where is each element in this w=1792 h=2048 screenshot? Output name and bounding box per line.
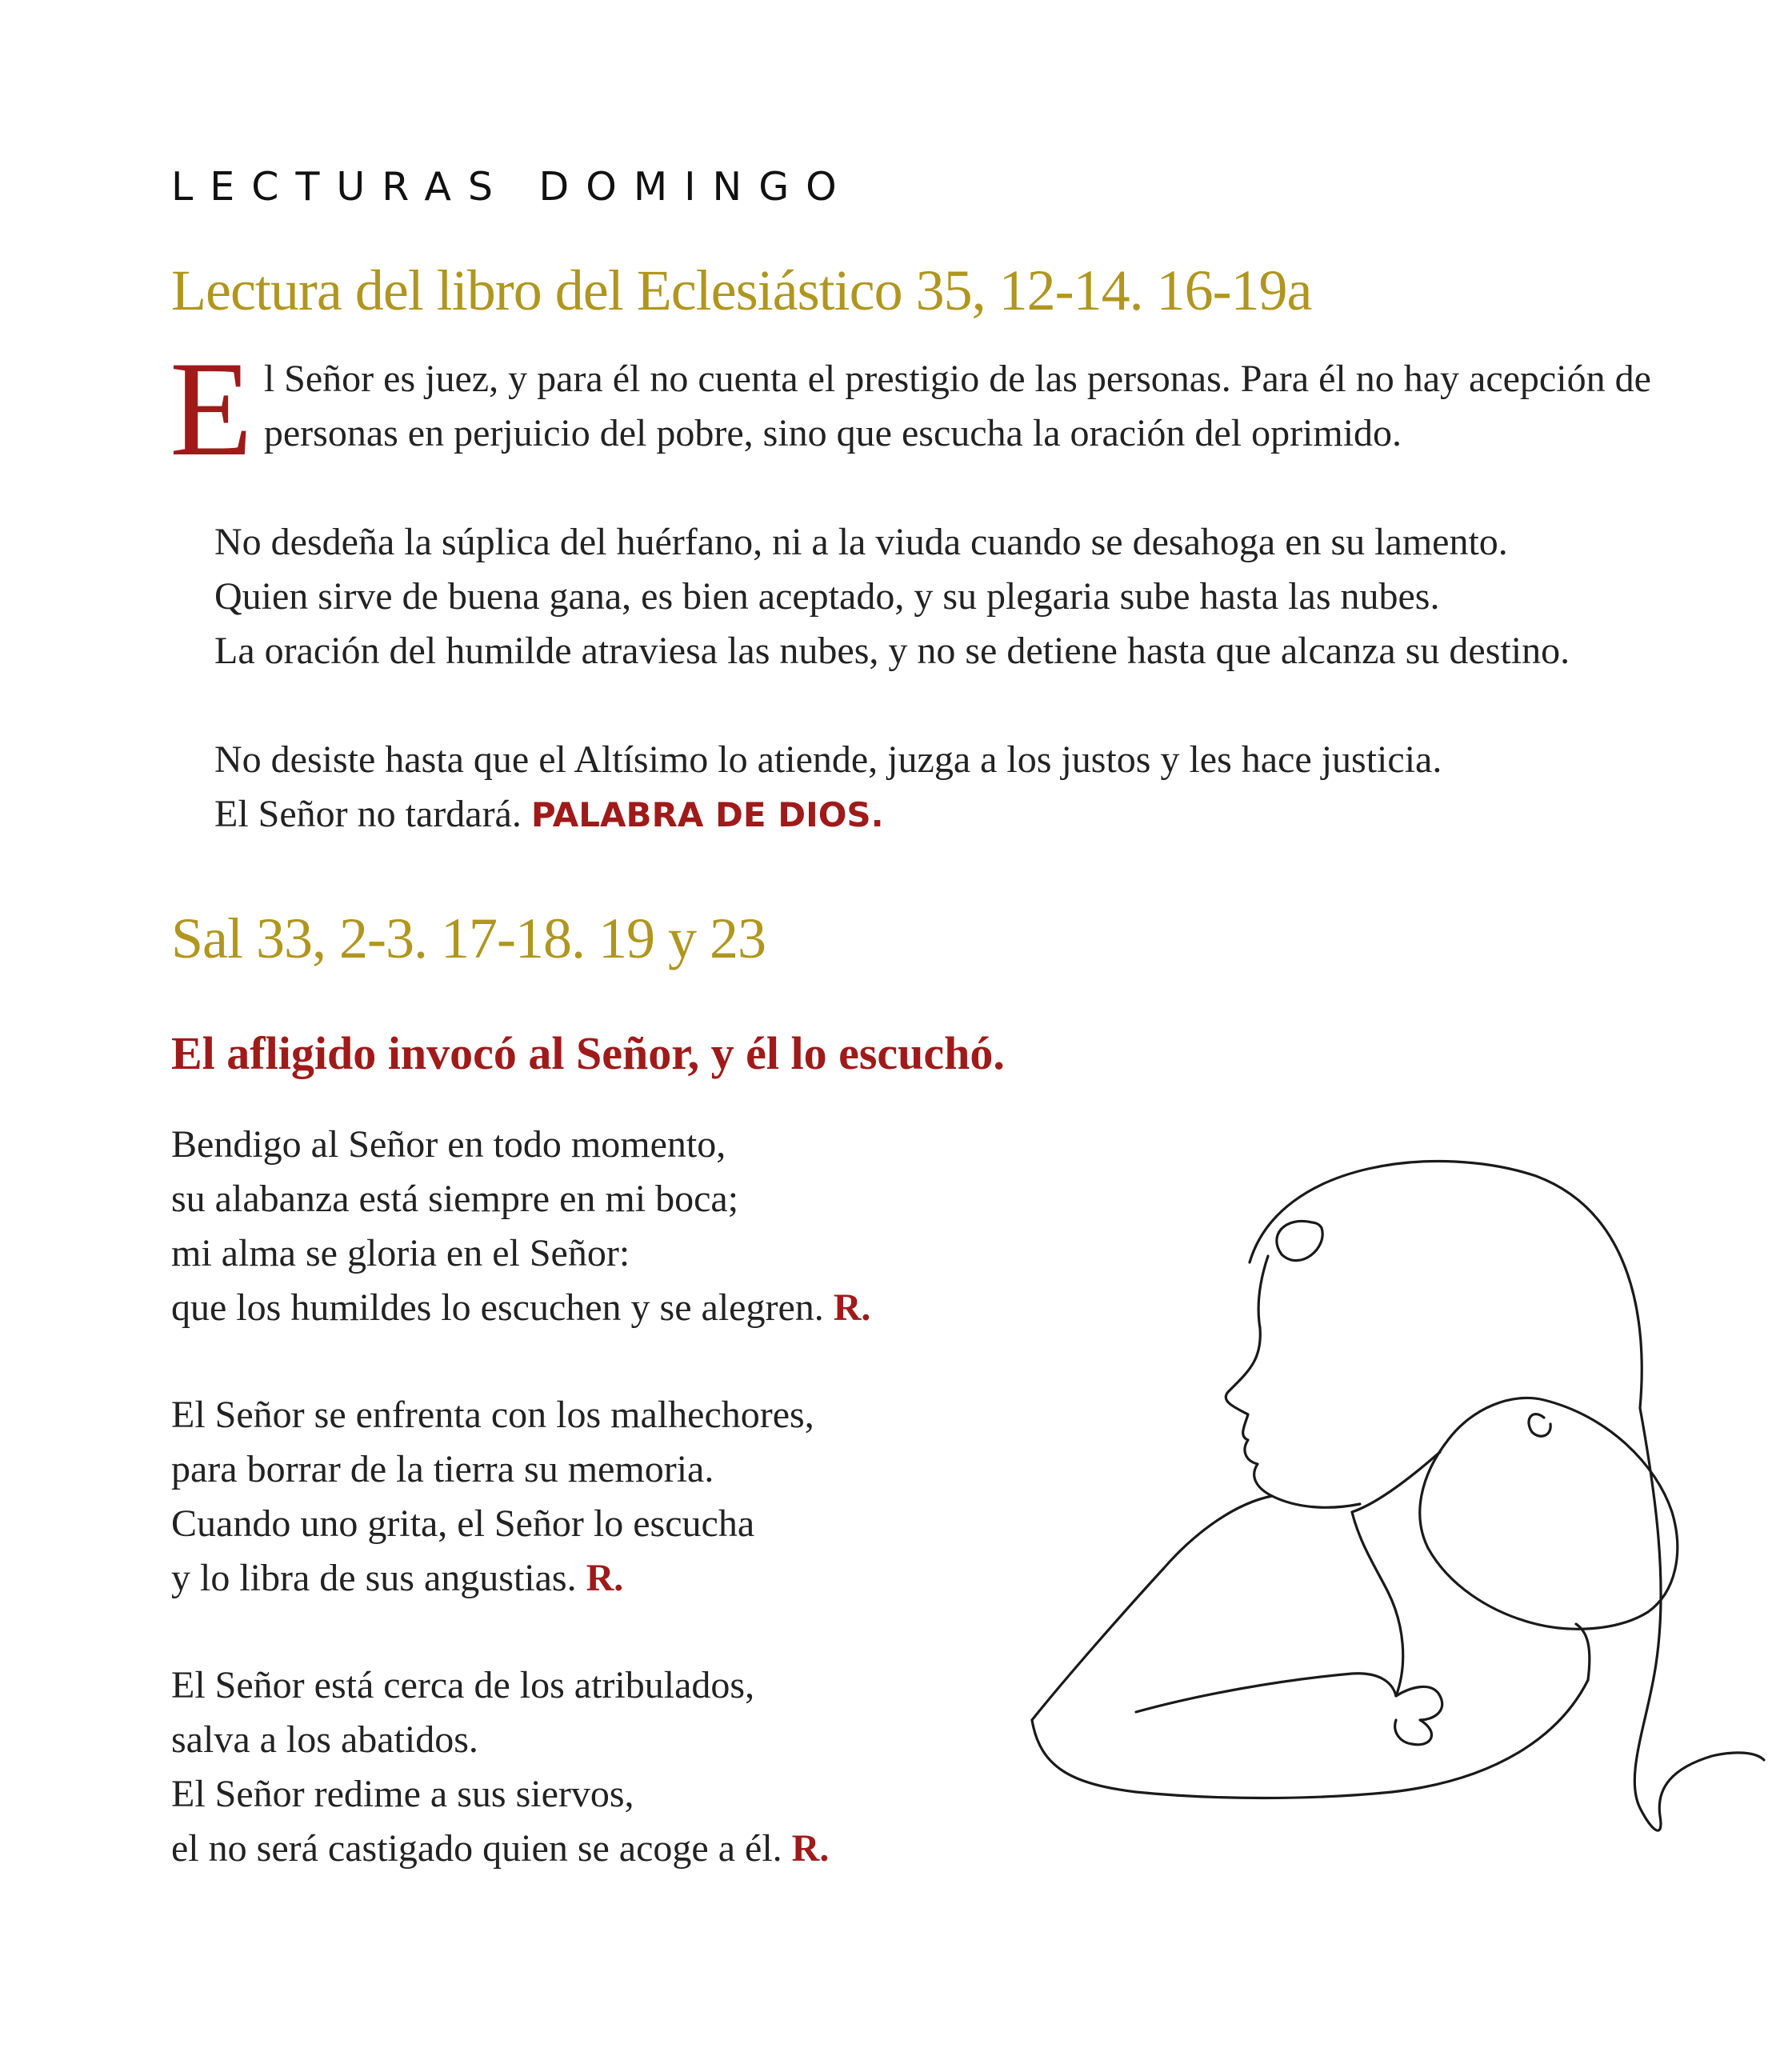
mother-hair-curl — [1277, 1221, 1322, 1260]
mother-face-profile — [1226, 1328, 1360, 1507]
mother-hair-outline — [1250, 1161, 1642, 1408]
stanza-line: El Señor está cerca de los atribulados, — [171, 1664, 755, 1706]
reading-title: Lectura del libro del Eclesiástico 35, 12-14. 16-19a — [171, 258, 1312, 322]
psalm-response: El afligido invocó al Señor, y él lo escuchó. — [171, 1027, 1005, 1079]
section-header: LECTURAS DOMINGO — [171, 164, 854, 210]
reading-paragraph: No desdeña la súplica del huérfano, ni a la viuda cuando se desahoga en su lamento. — [214, 521, 1508, 563]
reading-first-paragraph-text: l Señor es juez, y para él no cuenta el prestigio de las personas. Para él no hay acepción de personas en perjuicio del pobre, sino que escucha la oración del oprimido. — [263, 358, 1651, 454]
stanza-line: Bendigo al Señor en todo momento, — [171, 1123, 726, 1166]
stanza-line: salva a los abatidos. — [171, 1718, 478, 1761]
child-body — [1352, 1452, 1440, 1696]
mother-hair-strand — [1258, 1256, 1268, 1328]
stanza-line-last — [171, 1551, 1131, 1606]
refrain-marker: R. — [791, 1827, 830, 1870]
reading-paragraph: La oración del humilde atraviesa las nubes, y no se detiene hasta que alcanza su destino. — [214, 630, 1570, 672]
stanza-line: su alabanza está siempre en mi boca; — [171, 1178, 739, 1220]
stanza-line-text: el no será castigado quien se acoge a él. — [171, 1827, 782, 1870]
reading-paragraph-last — [171, 787, 1659, 842]
child-ear — [1529, 1414, 1550, 1437]
psalm-stanza — [171, 1118, 1131, 1335]
psalm-stanza — [171, 1388, 1131, 1606]
stanza-line: Cuando uno grita, el Señor lo escucha — [171, 1502, 755, 1545]
psalm-stanza — [171, 1658, 1131, 1876]
stanza-line: El Señor redime a sus siervos, — [171, 1773, 634, 1815]
drop-cap: E — [170, 334, 253, 484]
stanza-line-last — [171, 1281, 1131, 1335]
mother-and-child-illustration — [1016, 1152, 1768, 1872]
mother-back — [1634, 1408, 1764, 1830]
reading-first-paragraph — [170, 334, 1659, 484]
reading-paragraph: No desiste hasta que el Altísimo lo atiende, juzga a los justos y les hace justicia. — [214, 738, 1442, 781]
mother-hand — [1576, 1624, 1590, 1680]
refrain-marker: R. — [586, 1557, 624, 1599]
word-of-god-label: PALABRA DE DIOS. — [530, 795, 884, 834]
mother-shoulder — [1032, 1496, 1272, 1720]
psalm-title: Sal 33, 2-3. 17-18. 19 y 23 — [171, 906, 766, 970]
reading-paragraph-text: El Señor no tardará. — [214, 793, 522, 835]
reading-paragraph: Quien sirve de buena gana, es bien aceptado, y su plegaria sube hasta las nubes. — [214, 575, 1440, 618]
child-arm-line — [1136, 1674, 1396, 1712]
stanza-line: mi alma se gloria en el Señor: — [171, 1232, 630, 1274]
mother-arm — [1032, 1680, 1588, 1798]
stanza-line: El Señor se enfrenta con los malhechores, — [171, 1394, 814, 1436]
stanza-line-text: y lo libra de sus angustias. — [171, 1557, 577, 1599]
child-hand — [1395, 1686, 1442, 1744]
refrain-marker: R. — [833, 1286, 871, 1329]
stanza-line-text: que los humildes lo escuchen y se alegren. — [171, 1286, 824, 1329]
stanza-line-last — [171, 1822, 1131, 1876]
stanza-line: para borrar de la tierra su memoria. — [171, 1448, 714, 1490]
